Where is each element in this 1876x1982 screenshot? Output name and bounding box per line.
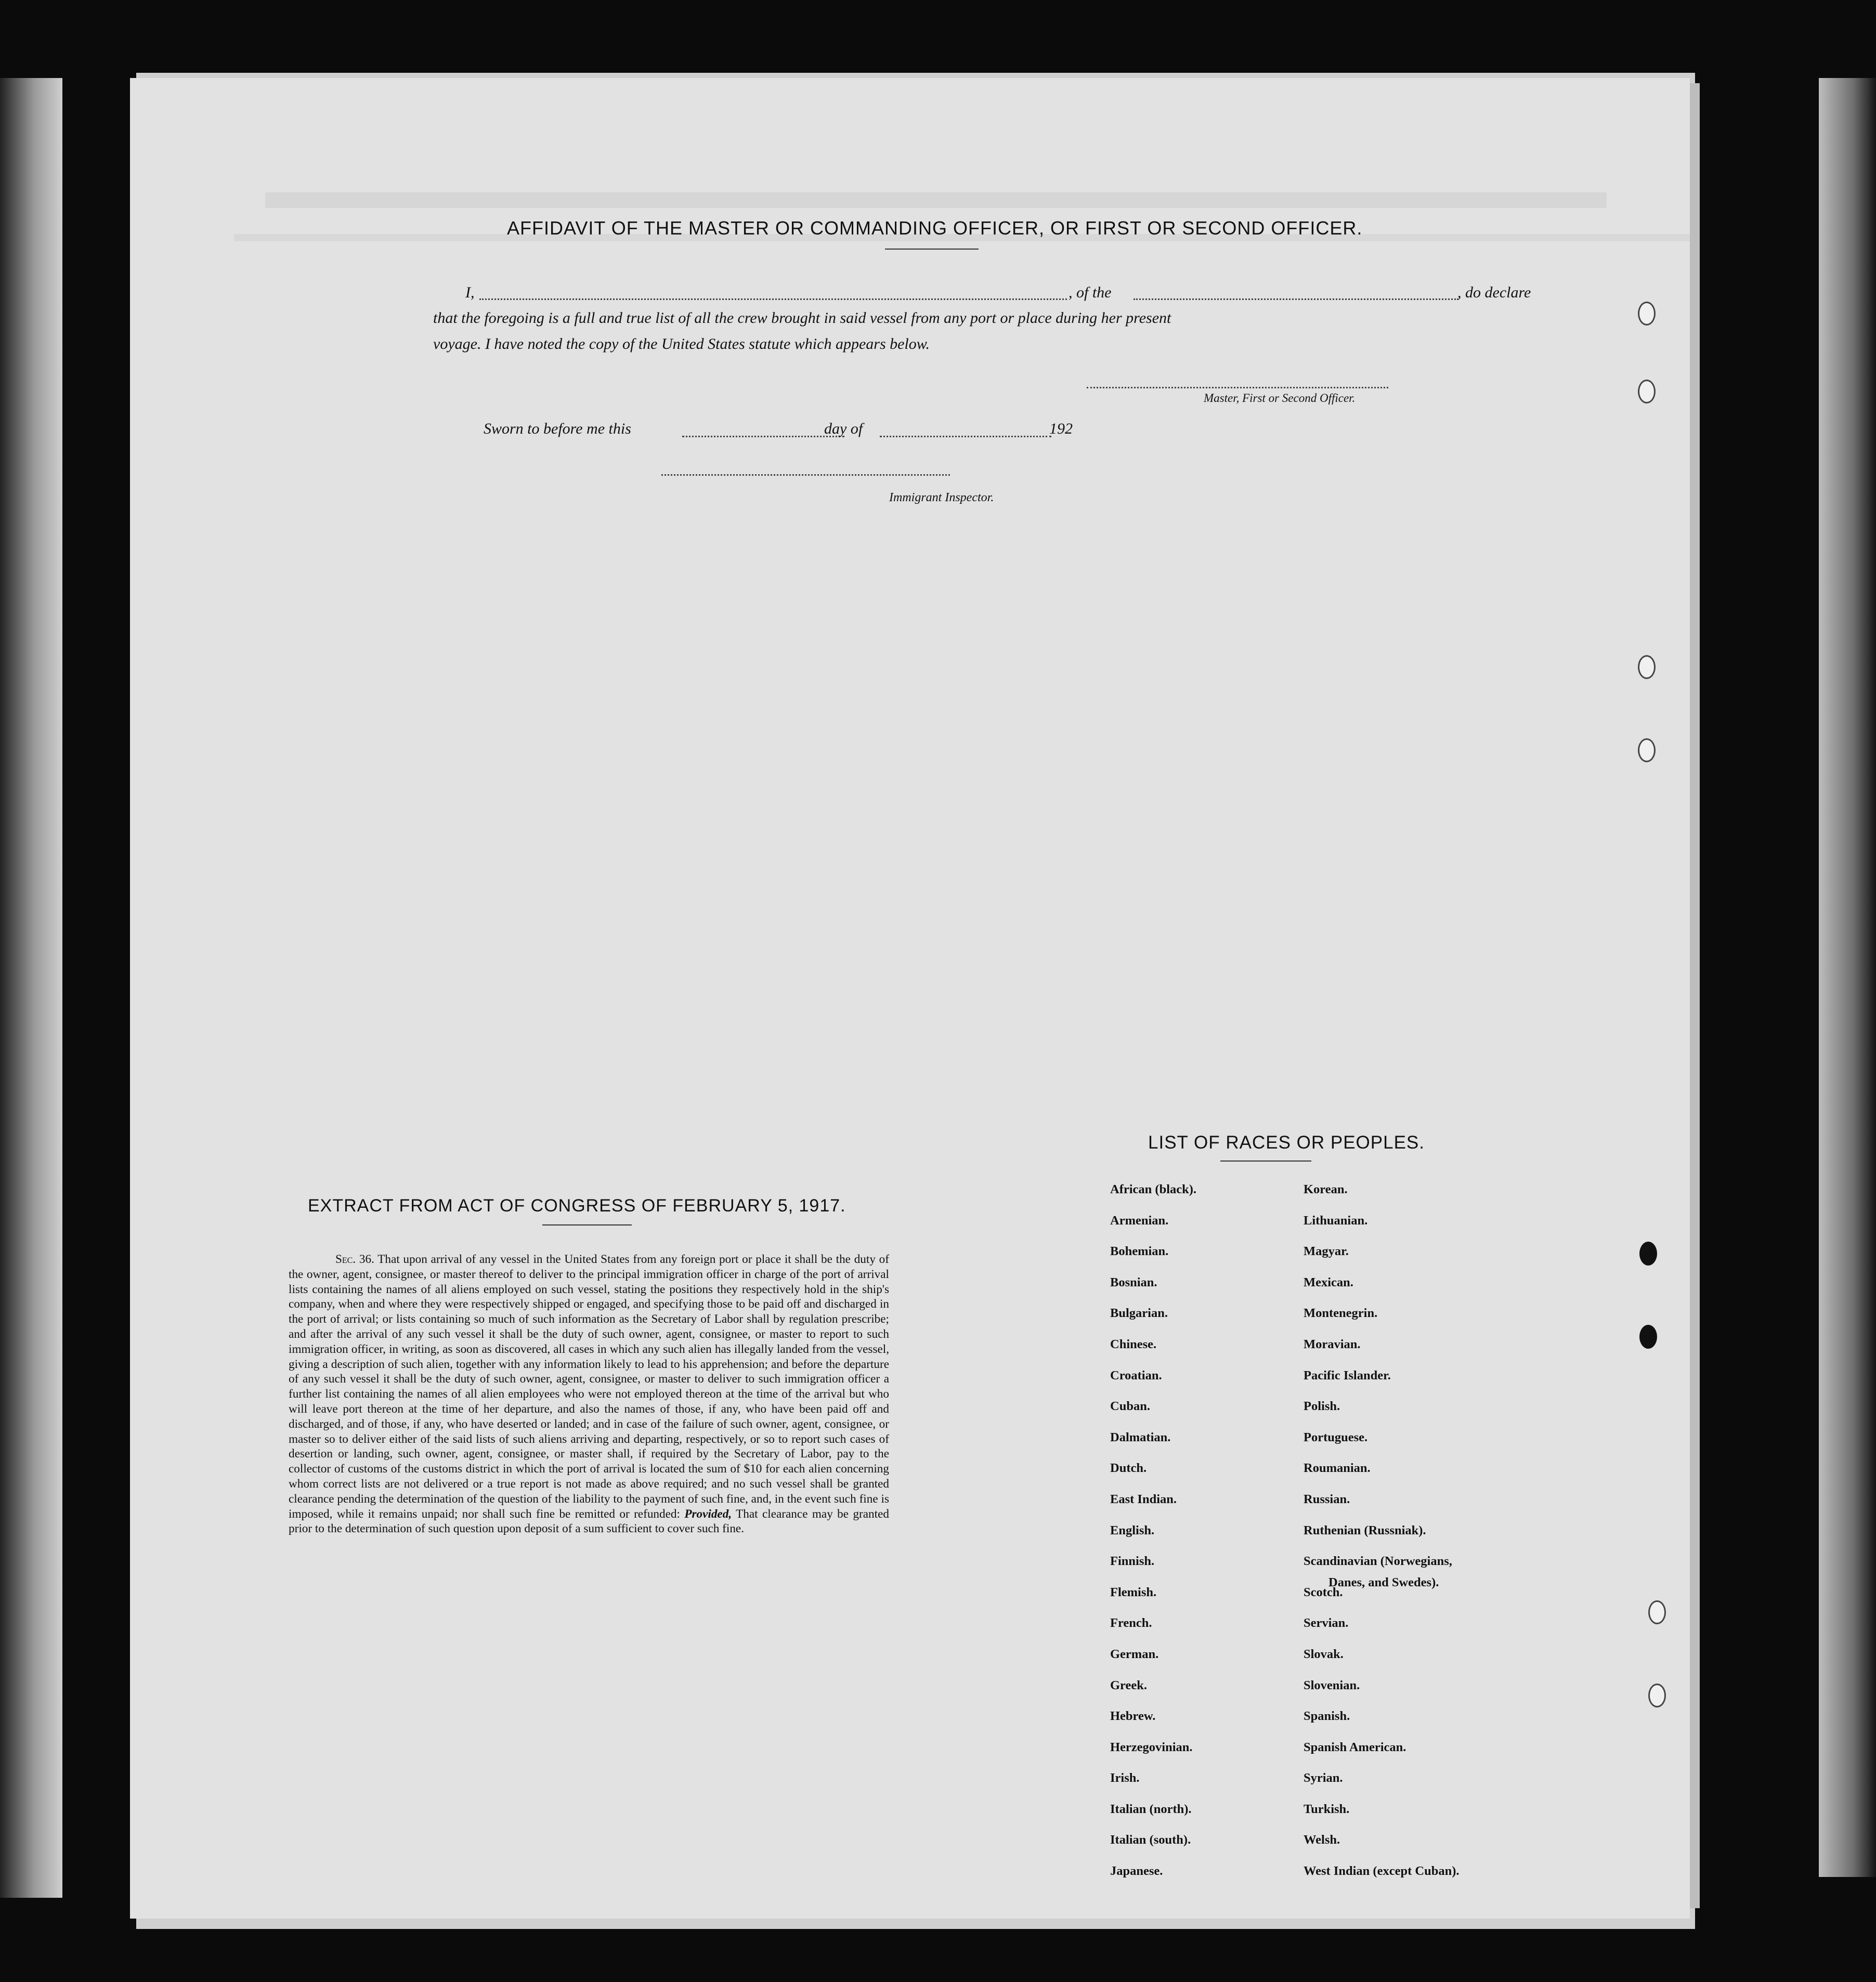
punch-hole-filled-icon [1639,1325,1657,1349]
year-prefix: 192 [1049,420,1073,437]
extract-title: EXTRACT FROM ACT OF CONGRESS OF FEBRUARY 5, 1917. [308,1196,846,1216]
race-item: Armenian. [1110,1213,1169,1228]
signature-blank-line [1087,387,1388,388]
race-item: Flemish. [1110,1585,1157,1599]
race-item: Slovenian. [1304,1678,1360,1692]
inspector-blank-line [661,474,950,476]
race-item: Greek. [1110,1678,1147,1692]
extract-text: That upon arrival of any vessel in the United States from any foreign port or place it shall be the duty of the owner, agent, consignee, or master thereof to deliver to the principal immigration officer in charge of the port of arrival lists containing the names of all aliens employed on such vessel, stating the positions they respectively hold in the ship's company, when and where they were respectively shipped or engaged, and specifying those to be paid off and discharged in the port of arrival; or lists containing so much of such information as the Secretary of Labor shall by regulation prescribe; and after the arrival of any such vessel it shall be the duty of such owner, agent, consignee, or master to report to such immigration officer, in writing, as soon as discovered, all cases in which any such alien has illegally landed from the vessel, giving a description of such alien, together with any information likely to lead to his apprehension; and before the departure of any such vessel it shall be the duty of such owner, agent, consignee, or master to deliver to such immigration officer a further list containing the names of all alien employees who were not employed thereon at the time of the arrival but who will leave port thereon at the time of her departure, and also the names of those, if any, who have been paid off and discharged, and of those, if any, who have deserted or landed; and in case of the failure of such owner, agent, consignee, or master so to deliver either of the said lists of such aliens arriving and departing, respectively, or so to report such cases of desertion or landing, such owner, agent, consignee, or master shall, if required by the Secretary of Labor, pay to the collector of customs of the customs district in which the port of arrival is located the sum of $10 for each alien concerning whom correct lists are not delivered or a true report is not made as above required; and no such vessel shall be granted clearance pending the determination of the question of the liability to the payment of such fine, and, in the event such fine is imposed, while it remains unpaid; nor shall such fine be remitted or refunded: [289,1253,889,1521]
document-page [130,78,1690,1919]
signature-caption: Master, First or Second Officer. [1204,392,1356,405]
vessel-blank-line [1134,298,1458,300]
punch-hole-icon [1638,302,1656,325]
race-item: Welsh. [1304,1833,1340,1847]
race-item: Moravian. [1304,1337,1361,1351]
races-title: LIST OF RACES OR PEOPLES. [1148,1132,1425,1153]
race-item: German. [1110,1647,1159,1661]
race-item: Dalmatian. [1110,1430,1171,1444]
race-item: Bosnian. [1110,1275,1157,1289]
race-item: Dutch. [1110,1461,1147,1476]
race-item-continuation: Danes, and Swedes). [1328,1575,1439,1589]
extract-body [289,1252,889,1536]
race-item: Syrian. [1304,1771,1343,1785]
sworn-month-blank-line [880,436,1051,437]
race-item: Scotch. [1304,1585,1343,1599]
punch-hole-icon [1638,380,1656,403]
affidavit-title: AFFIDAVIT OF THE MASTER OR COMMANDING OFFICER, OR FIRST OR SECOND OFFICER. [507,217,1363,239]
adjacent-page-right-edge [1819,78,1876,1877]
race-item: Italian (north). [1110,1802,1192,1816]
race-item: French. [1110,1616,1152,1631]
adjacent-page-left-edge [0,78,62,1898]
race-item: Finnish. [1110,1554,1155,1569]
extract-title-underline [542,1224,632,1225]
races-column-2 [1304,1183,1459,1896]
race-item: Spanish. [1304,1709,1350,1724]
affidavit-of-the-label: , of the [1069,284,1112,301]
race-item: Turkish. [1304,1802,1350,1816]
extract-text-end: That clearance may be granted prior to the determination of such question upon deposit of a sum sufficient to cover such fine. [289,1507,889,1536]
race-item: African (black). [1110,1182,1197,1196]
race-item: Lithuanian. [1304,1213,1368,1228]
race-item: Pacific Islander. [1304,1368,1391,1383]
race-item: Korean. [1304,1182,1348,1196]
race-item: Servian. [1304,1616,1349,1631]
race-item: Scandinavian (Norwegians, [1304,1554,1452,1569]
inspector-caption: Immigrant Inspector. [889,491,994,504]
race-item: Hebrew. [1110,1709,1156,1724]
punch-hole-filled-icon [1639,1242,1657,1266]
punch-hole-icon [1638,655,1656,679]
race-item: Polish. [1304,1399,1340,1414]
race-item: Mexican. [1304,1275,1353,1289]
affidavit-statement-line-1: that the foregoing is a full and true list of all the crew brought in said vessel from any port or place during her present [433,309,1171,327]
race-item: Irish. [1110,1771,1140,1785]
affidavit-title-underline [885,249,979,250]
race-item: Bohemian. [1110,1244,1169,1259]
name-blank-line [479,298,1067,300]
affidavit-i-label: I, [465,284,475,301]
race-item: Slovak. [1304,1647,1344,1661]
punch-hole-icon [1638,738,1656,762]
sworn-day-blank-line [682,436,844,437]
race-item: Japanese. [1110,1864,1163,1879]
race-item: East Indian. [1110,1492,1177,1506]
race-item: Russian. [1304,1492,1350,1506]
punch-hole-icon [1648,1600,1666,1624]
extract-provided: Provided, [684,1507,732,1521]
punch-hole-icon [1648,1684,1666,1707]
race-item: Spanish American. [1304,1740,1406,1754]
affidavit-do-declare-label: , do declare [1457,284,1531,301]
race-item: West Indian (except Cuban). [1304,1864,1460,1879]
sworn-label: Sworn to before me this [484,420,631,437]
race-item: Chinese. [1110,1337,1157,1351]
race-item: Cuban. [1110,1399,1150,1414]
race-item: Herzegovinian. [1110,1740,1193,1754]
race-item: Portuguese. [1304,1430,1368,1444]
race-item: Bulgarian. [1110,1306,1168,1321]
race-item: English. [1110,1523,1155,1537]
races-column-1 [1110,1183,1196,1896]
race-item: Magyar. [1304,1244,1349,1259]
bleed-through-heading [265,192,1607,208]
extract-section-label: Sec. 36. [335,1253,374,1266]
day-of-label: day of [824,420,863,437]
race-item: Roumanian. [1304,1461,1371,1476]
race-item: Montenegrin. [1304,1306,1378,1321]
races-title-underline [1220,1160,1311,1162]
race-item: Ruthenian (Russniak). [1304,1523,1426,1537]
race-item: Italian (south). [1110,1833,1191,1847]
race-item: Croatian. [1110,1368,1162,1383]
affidavit-statement-line-2: voyage. I have noted the copy of the United States statute which appears below. [433,335,930,353]
